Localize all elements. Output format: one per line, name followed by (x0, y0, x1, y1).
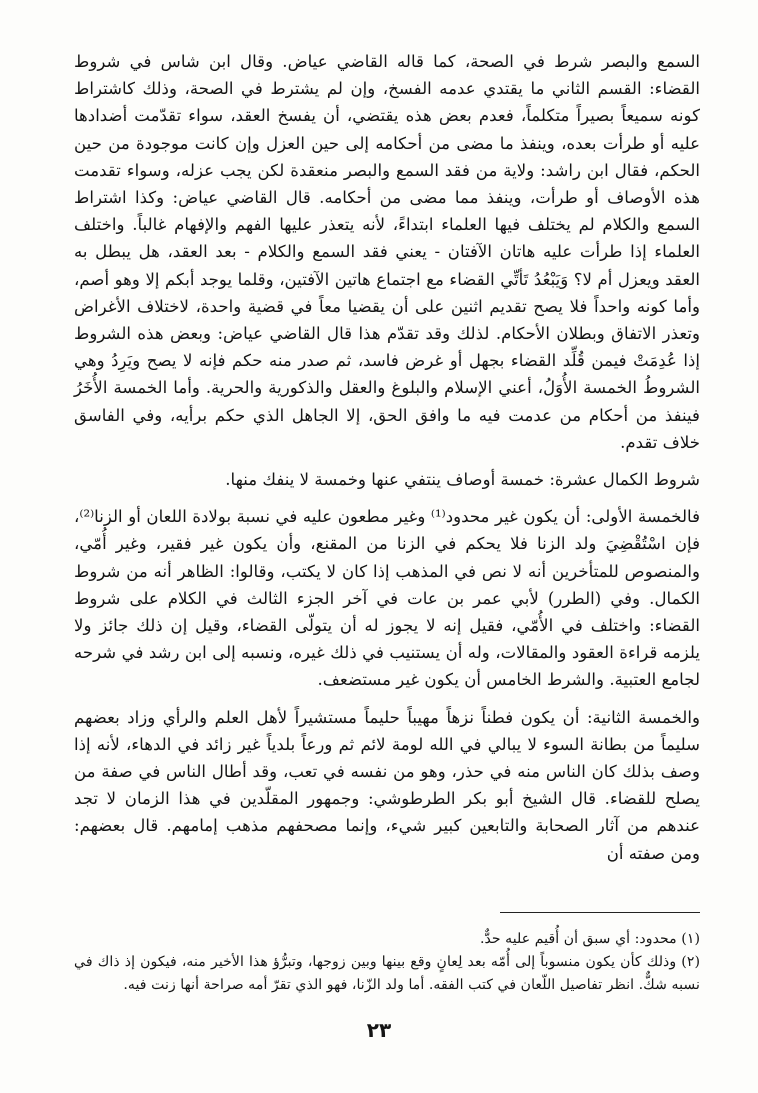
footnote-separator (500, 912, 700, 913)
paragraph-second-five: والخمسة الثانية: أن يكون فطناً نزهاً مهيباً حليماً مستشيراً لأهل العلم والرأي وزاد بعضهم سليماً من بطانة السوء لا يبالي في الله لومة لائم ثم ورعاً بلدياً غير زائد في الدهاء، لأنه إذا وصف بذلك كان الناس منه في حذر، وهو من نفسه في تعب، وقد أطال الناس في صفة من يصلح للقضاء. قال الشيخ أبو بكر الطرطوشي: وجمهور المقلّدين في هذا الزمان لا تجد عندهم من آثار الصحابة والتابعين كبير شيء، وإنما مصحفهم مذهب إمامهم. قال بعضهم: ومن صفته أن (74, 707, 700, 863)
footnotes (74, 928, 700, 997)
paragraph-perfection-conditions: شروط الكمال عشرة: خمسة أوصاف ينتفي عنها وخمسة لا ينفك منها. (225, 470, 700, 490)
main-text (74, 48, 700, 867)
footnote-2: (٢) وذلك كأن يكون منسوباً إلى أُمّه بعد لِعانٍ وقع بينها وبين زوجها، وتبرُّؤ هذا الأخير منه، فيكون إذ ذاك في نسبه شكٌّ. انظر تفاصيل اللّعان في كتب الفقه. أما ولد الزّنا، فهو الذي تقرّ أمه صراحة أنها زنت فيه. (74, 954, 700, 993)
paragraph-first-five: فالخمسة الأولى: أن يكون غير محدود⁽¹⁾ وغير مطعون عليه في نسبة بولادة اللعان أو الزنا⁽²⁾، فإن اسْتُقْضِيَ ولد الزنا فلا يحكم في الزنا من المقنع، وأن يكون غير فقير، وغير أُمّي، والمنصوص للمتأخرين أنه لا نص في المذهب إذا كان لا يكتب، وقالوا: الظاهر أنه من شروط الكمال. وفي (الطرر) لأبي عمر بن عات في آخر الجزء الثالث في الكلام على شروط القضاء: واختلف في الأُمّي، فقيل إنه لا يجوز له أن يتولّى القضاء، وقيل إن ذلك جائز ولا يلزمه قراءة العقود والمقالات، وله أن يستنيب في ذلك غيره، ونسبه إلى ابن رشد في شرحه لجامع العتبية. والشرط الخامس أن يكون غير مستضعف. (74, 507, 700, 690)
page-number: ٢٣ (366, 1018, 392, 1042)
footnote-1: (١) محدود: أي سبق أن أُقيم عليه حدٌّ. (479, 931, 700, 947)
paragraph-conditions-intro: السمع والبصر شرط في الصحة، كما قاله القاضي عياض. وقال ابن شاس في شروط القضاء: القسم الثاني ما يقتدي عدمه الفسخ، وإن لم يشترط في الصحة، وذلك كاشتراط كونه سميعاً بصيراً متكلماً، فعدم بعض هذه يقتضي، أن يفسخ العقد، سواء تقدّمت أضدادها عليه أو طرأت بعده، وينفذ ما مضى من أحكامه إلى حين العزل وإن كانت موجودة من حين الحكم، فقال ابن راشد: ولاية من فقد السمع والبصر منعقدة لكن يجب عزله، وسواء تقدمت هذه الأوصاف أو طرأت، وينفذ مما مضى من أحكامه. قال القاضي عياض: وكذا اشتراط السمع والكلام لم يختلف فيها العلماء ابتداءً، لأنه يتعذر عليها الفهم والإفهام غالباً. واختلف العلماء إذا طرأت عليه هاتان الآفتان - يعني فقد السمع والكلام - بعد العقد، هل يبطل به العقد ويعزل أم لا؟ وَيَبْعُدُ تَأتِّي القضاء مع اجتماع هاتين الآفتين، وقلما يوجد أبكم إلا وهو أصم، وأما كونه واحداً فلا يصح تقديم اثنين على أن يقضيا معاً في قضية واحدة، لاختلاف الأغراض وتعذر الاتفاق وبطلان الأحكام. لذلك وقد تقدّم هذا قال القاضي عياض: وبعض هذه الشروط إذا عُدِمَتْ فيمن قُلِّد القضاء بجهل أو غرض فاسد، ثم صدر منه حكم فإنه لا يصح ويَرِدُ وهي الشروطُ الخمسة الأُوَلُ، أعني الإسلام والبلوغ والعقل والذكورية والحرية. وأما الخمسة الأُخَرُ فينفذ من أحكام من عدمت فيه ما وافق الحق، إلا الجاهل الذي حكم برأيه، وفي الفاسق خلاف تقدم. (74, 52, 700, 452)
